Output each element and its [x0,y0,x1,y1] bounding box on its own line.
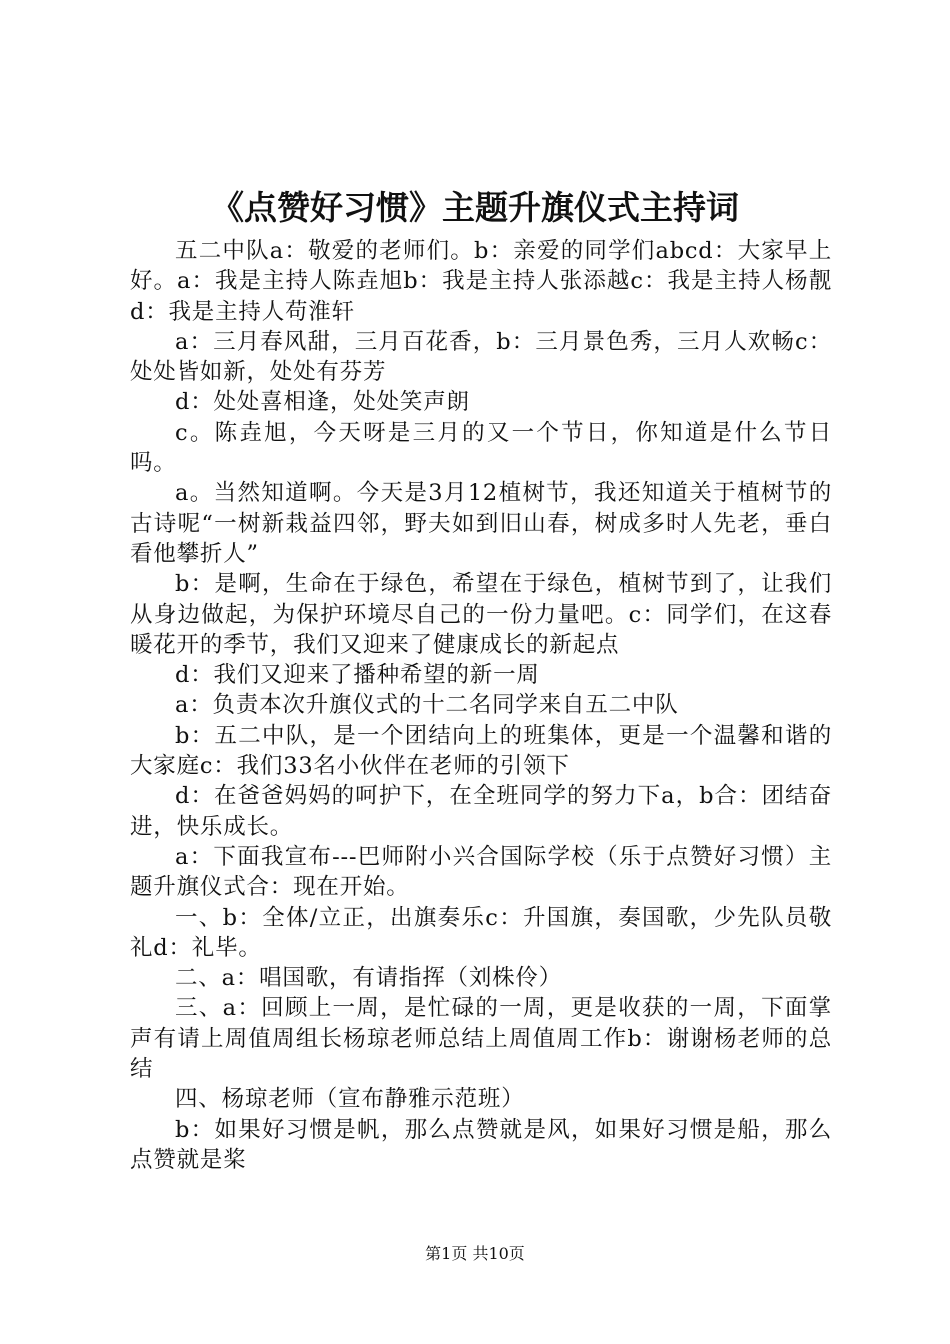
paragraph: a：负责本次升旗仪式的十二名同学来自五二中队 [175,692,679,719]
paragraph: d：在爸爸妈妈的呵护下，在全班同学的努力下a，b合：团结奋进，快乐成长。 [130,783,832,840]
paragraph: b：是啊，生命在于绿色，希望在于绿色，植树节到了，让我们从身边做起，为保护环境尽自己的一份力量吧。c：同学们，在这春暖花开的季节，我们又迎来了健康成长的新起点 [130,571,832,658]
paragraph: a：三月春风甜，三月百花香，b：三月景色秀，三月人欢畅c：处处皆如新，处处有芬芳 [130,328,832,386]
paragraph: 一、b：全体/立正，出旗奏乐c：升国旗，奏国歌，少先队员敬礼d：礼毕。 [130,904,832,961]
document-body [130,236,832,1175]
paragraph: a。当然知道啊。今天是3月12植树节，我还知道关于植树节的古诗呢“一树新栽益四邻，野夫如到旧山春，树成多时人先老，垂白看他攀折人” [130,480,832,567]
paragraph: b：如果好习惯是帆，那么点赞就是风，如果好习惯是船，那么点赞就是桨 [130,1116,832,1173]
paragraph: 二、a：唱国歌，有请指挥（刘株伶） [175,965,563,992]
paragraph: 三、a：回顾上一周，是忙碌的一周，更是收获的一周，下面掌声有请上周值周组长杨琼老师总结上周值周工作b：谢谢杨老师的总结 [130,995,832,1083]
paragraph: 五二中队a：敬爱的老师们。b：亲爱的同学们abcd：大家早上好。a：我是主持人陈垚旭b：我是主持人张添越c：我是主持人杨靓d：我是主持人苟淮轩 [130,238,832,325]
paragraph: c。陈垚旭，今天呀是三月的又一个节日，你知道是什么节日吗。 [130,419,832,477]
page-number-footer: 第1页 共10页 [425,1244,525,1263]
paragraph: b：五二中队，是一个团结向上的班集体，更是一个温馨和谐的大家庭c：我们33名小伙伴在老师的引领下 [130,722,832,780]
paragraph: d：我们又迎来了播种希望的新一周 [175,662,540,689]
paragraph: 四、杨琼老师（宣布静雅示范班） [175,1086,525,1113]
document-title: 《点赞好习惯》主题升旗仪式主持词 [211,188,739,227]
paragraph: a：下面我宣布---巴师附小兴合国际学校（乐于点赞好习惯）主题升旗仪式合：现在开始。 [130,843,832,901]
paragraph: d：处处喜相逢，处处笑声朗 [175,389,470,416]
